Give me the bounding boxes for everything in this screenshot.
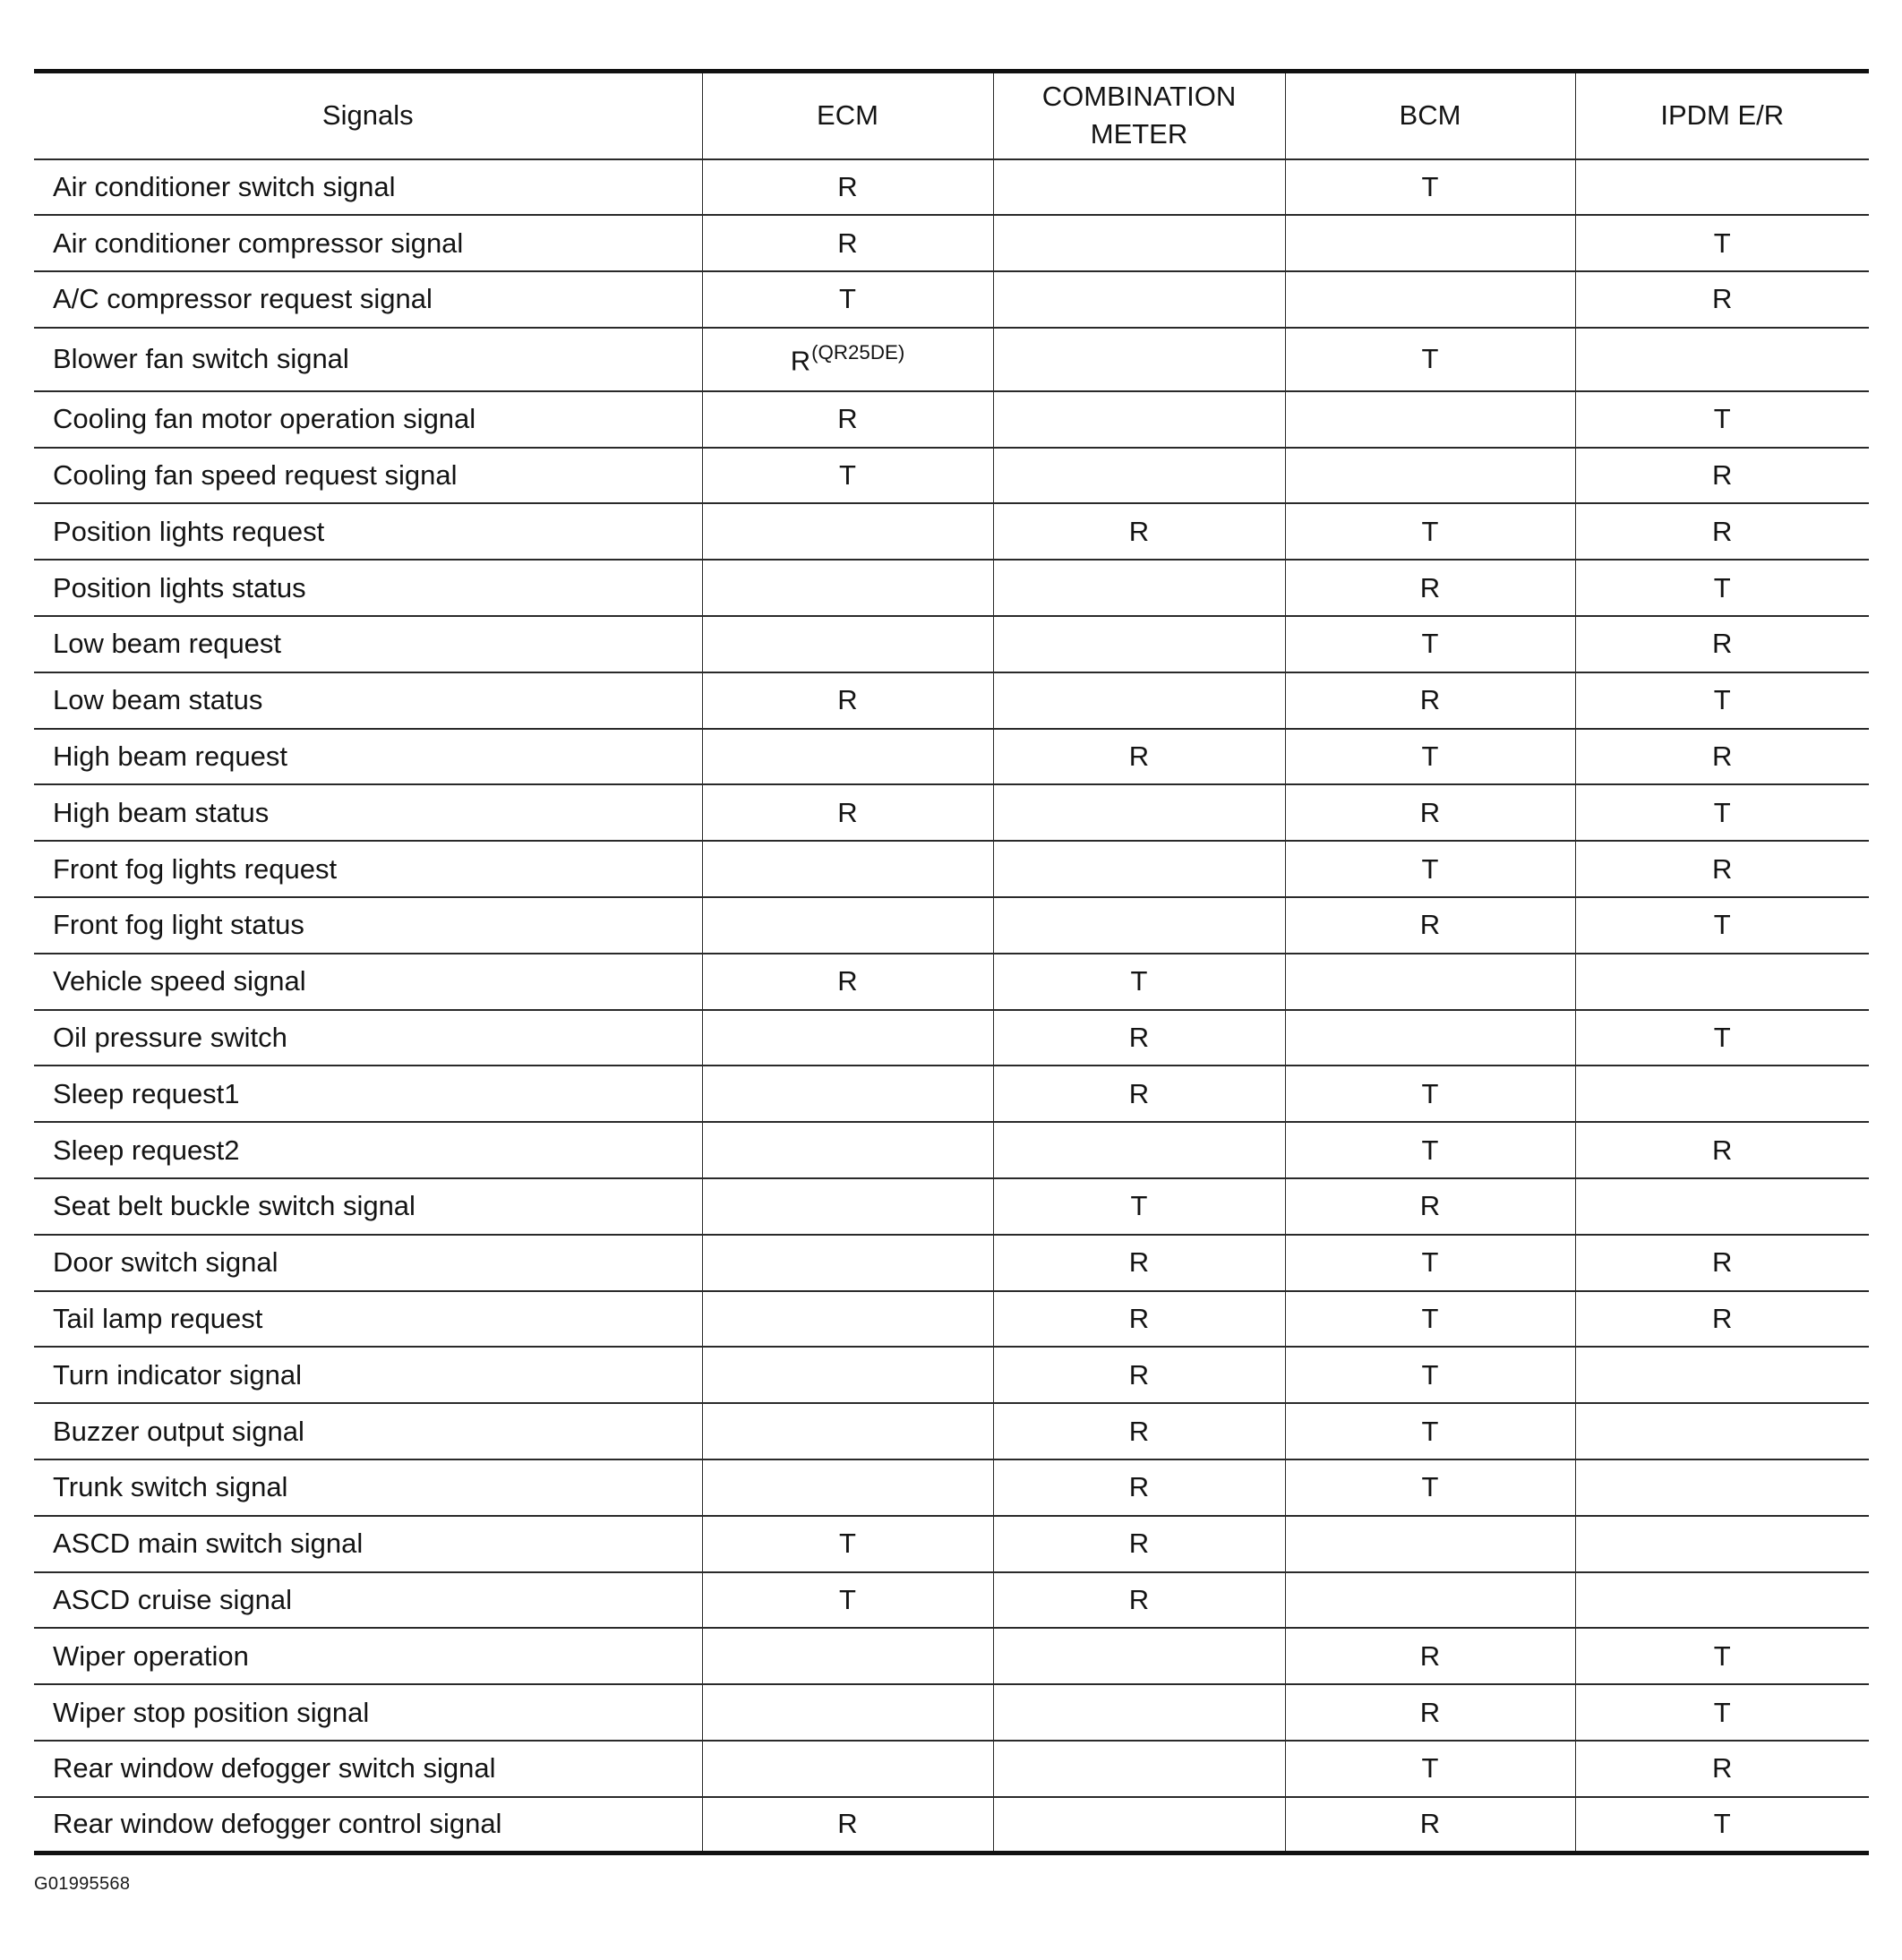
ipdm-er-cell — [1575, 328, 1869, 391]
ecm-cell — [702, 1741, 993, 1797]
table-row — [34, 503, 1869, 560]
can-signal-table — [34, 69, 1869, 1855]
bcm-cell — [1285, 391, 1575, 448]
signal-name-cell: Front fog light status — [34, 897, 702, 954]
ipdm-er-cell: T — [1575, 1797, 1869, 1853]
ecm-cell — [702, 159, 993, 216]
table-row — [34, 1066, 1869, 1122]
ecm-value: R — [837, 1808, 858, 1840]
ecm-cell — [702, 1291, 993, 1348]
combination-meter-cell — [993, 159, 1285, 216]
ecm-cell — [702, 1684, 993, 1741]
ecm-cell — [702, 503, 993, 560]
ipdm-er-cell — [1575, 1516, 1869, 1572]
ipdm-er-cell — [1575, 1403, 1869, 1459]
table-row — [34, 784, 1869, 841]
table-row — [34, 1459, 1869, 1516]
ecm-value: R — [837, 170, 858, 202]
figure-id: G01995568 — [34, 1874, 131, 1894]
combination-meter-cell: R — [993, 1010, 1285, 1066]
table-row — [34, 1178, 1869, 1235]
ecm-cell — [702, 328, 993, 391]
combination-meter-cell: T — [993, 1178, 1285, 1235]
ipdm-er-cell: R — [1575, 841, 1869, 897]
combination-meter-cell — [993, 1684, 1285, 1741]
header-ecm: ECM — [702, 72, 993, 159]
signal-name-cell: Sleep request1 — [34, 1066, 702, 1122]
ecm-value: R — [837, 227, 858, 259]
signal-name-cell: High beam request — [34, 729, 702, 785]
signal-name-cell: High beam status — [34, 784, 702, 841]
ecm-value: T — [839, 459, 856, 492]
ecm-cell — [702, 1178, 993, 1235]
signal-name-cell: Door switch signal — [34, 1235, 702, 1291]
signal-name-cell: Rear window defogger control signal — [34, 1797, 702, 1853]
table-row — [34, 1797, 1869, 1853]
ipdm-er-cell: R — [1575, 1122, 1869, 1178]
signal-name-cell: Rear window defogger switch signal — [34, 1741, 702, 1797]
ecm-value: R — [837, 965, 858, 997]
signal-name-cell: Low beam status — [34, 672, 702, 729]
ecm-value: R — [837, 403, 858, 435]
bcm-cell — [1285, 1572, 1575, 1629]
combination-meter-cell: R — [993, 1347, 1285, 1403]
ecm-cell — [702, 1066, 993, 1122]
ecm-cell — [702, 897, 993, 954]
ecm-cell — [702, 672, 993, 729]
bcm-cell: R — [1285, 560, 1575, 616]
header-signals: Signals — [34, 72, 702, 159]
ecm-cell — [702, 1516, 993, 1572]
combination-meter-cell — [993, 448, 1285, 504]
table-row — [34, 1010, 1869, 1066]
ipdm-er-cell: T — [1575, 1010, 1869, 1066]
signal-name-cell: Vehicle speed signal — [34, 954, 702, 1010]
ecm-cell — [702, 1347, 993, 1403]
table-row — [34, 841, 1869, 897]
ipdm-er-cell — [1575, 1178, 1869, 1235]
ipdm-er-cell: T — [1575, 1684, 1869, 1741]
ipdm-er-cell — [1575, 1066, 1869, 1122]
signal-name-cell: Wiper operation — [34, 1628, 702, 1684]
bcm-cell: T — [1285, 1403, 1575, 1459]
signal-name-cell: ASCD main switch signal — [34, 1516, 702, 1572]
bcm-cell: T — [1285, 159, 1575, 216]
combination-meter-cell — [993, 271, 1285, 328]
table-row — [34, 391, 1869, 448]
ecm-cell — [702, 616, 993, 672]
bcm-cell: T — [1285, 1459, 1575, 1516]
ipdm-er-cell — [1575, 159, 1869, 216]
combination-meter-cell: R — [993, 1235, 1285, 1291]
table-row — [34, 1235, 1869, 1291]
combination-meter-cell: R — [993, 1066, 1285, 1122]
combination-meter-cell: R — [993, 1291, 1285, 1348]
table-row — [34, 954, 1869, 1010]
bcm-cell: T — [1285, 1066, 1575, 1122]
bcm-cell: R — [1285, 1797, 1575, 1853]
ipdm-er-cell: T — [1575, 560, 1869, 616]
combination-meter-cell — [993, 616, 1285, 672]
signal-name-cell: Trunk switch signal — [34, 1459, 702, 1516]
bcm-cell: R — [1285, 1684, 1575, 1741]
ipdm-er-cell: R — [1575, 271, 1869, 328]
table-row — [34, 560, 1869, 616]
ecm-cell — [702, 1122, 993, 1178]
combination-meter-cell — [993, 1741, 1285, 1797]
table-row — [34, 215, 1869, 271]
bcm-cell — [1285, 271, 1575, 328]
signal-name-cell: Air conditioner switch signal — [34, 159, 702, 216]
combination-meter-cell — [993, 672, 1285, 729]
ecm-cell — [702, 391, 993, 448]
signal-name-cell: Cooling fan motor operation signal — [34, 391, 702, 448]
ecm-cell — [702, 560, 993, 616]
ipdm-er-cell — [1575, 1572, 1869, 1629]
signal-name-cell: Oil pressure switch — [34, 1010, 702, 1066]
header-ipdm-er: IPDM E/R — [1575, 72, 1869, 159]
ecm-value: R — [837, 796, 858, 828]
ecm-cell — [702, 1459, 993, 1516]
signal-name-cell: Buzzer output signal — [34, 1403, 702, 1459]
ecm-cell — [702, 1628, 993, 1684]
signal-name-cell: Turn indicator signal — [34, 1347, 702, 1403]
table-row — [34, 1572, 1869, 1629]
combination-meter-cell — [993, 215, 1285, 271]
header-combination-meter — [993, 72, 1285, 159]
ipdm-er-cell: T — [1575, 672, 1869, 729]
ipdm-er-cell: R — [1575, 729, 1869, 785]
bcm-cell: T — [1285, 1347, 1575, 1403]
bcm-cell: R — [1285, 1628, 1575, 1684]
bcm-cell: T — [1285, 1122, 1575, 1178]
ecm-cell — [702, 784, 993, 841]
table-row — [34, 1516, 1869, 1572]
combination-meter-cell: R — [993, 1572, 1285, 1629]
ipdm-er-cell — [1575, 1459, 1869, 1516]
ecm-cell — [702, 1010, 993, 1066]
combination-meter-cell — [993, 1122, 1285, 1178]
signal-table-container — [34, 69, 1869, 1855]
ecm-value: T — [839, 283, 856, 315]
ecm-cell — [702, 1403, 993, 1459]
ipdm-er-cell: R — [1575, 448, 1869, 504]
combination-meter-cell — [993, 1628, 1285, 1684]
ecm-value: R — [790, 345, 811, 377]
signal-name-cell: Blower fan switch signal — [34, 328, 702, 391]
ecm-cell — [702, 841, 993, 897]
signal-name-cell: A/C compressor request signal — [34, 271, 702, 328]
ipdm-er-cell: T — [1575, 784, 1869, 841]
signal-name-cell: Position lights request — [34, 503, 702, 560]
combination-meter-cell: R — [993, 1403, 1285, 1459]
ipdm-er-cell: R — [1575, 1741, 1869, 1797]
signal-name-cell: Position lights status — [34, 560, 702, 616]
signal-name-cell: Wiper stop position signal — [34, 1684, 702, 1741]
bcm-cell: T — [1285, 616, 1575, 672]
engine-note: (QR25DE) — [811, 341, 905, 364]
signal-name-cell: ASCD cruise signal — [34, 1572, 702, 1629]
table-row — [34, 897, 1869, 954]
combination-meter-cell: R — [993, 1516, 1285, 1572]
table-row — [34, 448, 1869, 504]
combination-meter-cell — [993, 841, 1285, 897]
combination-meter-cell — [993, 560, 1285, 616]
combination-meter-cell: R — [993, 1459, 1285, 1516]
bcm-cell: R — [1285, 1178, 1575, 1235]
combination-meter-cell: R — [993, 729, 1285, 785]
table-body — [34, 159, 1869, 1853]
bcm-cell — [1285, 954, 1575, 1010]
bcm-cell: T — [1285, 729, 1575, 785]
ecm-value: R — [837, 684, 858, 716]
ecm-value: T — [839, 1584, 856, 1616]
ecm-cell — [702, 954, 993, 1010]
bcm-cell: T — [1285, 328, 1575, 391]
table-row — [34, 1122, 1869, 1178]
combination-meter-cell — [993, 784, 1285, 841]
ipdm-er-cell: R — [1575, 1235, 1869, 1291]
ecm-cell — [702, 729, 993, 785]
signal-name-cell: Low beam request — [34, 616, 702, 672]
ecm-cell — [702, 1572, 993, 1629]
bcm-cell: T — [1285, 503, 1575, 560]
table-row — [34, 328, 1869, 391]
table-row — [34, 159, 1869, 216]
ipdm-er-cell: R — [1575, 616, 1869, 672]
ipdm-er-cell: T — [1575, 215, 1869, 271]
combination-meter-cell: R — [993, 503, 1285, 560]
bcm-cell — [1285, 448, 1575, 504]
combination-meter-cell — [993, 328, 1285, 391]
table-row — [34, 729, 1869, 785]
signal-name-cell: Sleep request2 — [34, 1122, 702, 1178]
table-row — [34, 271, 1869, 328]
signal-name-cell: Cooling fan speed request signal — [34, 448, 702, 504]
ipdm-er-cell: T — [1575, 897, 1869, 954]
table-row — [34, 1403, 1869, 1459]
ipdm-er-cell: T — [1575, 391, 1869, 448]
ipdm-er-cell: T — [1575, 1628, 1869, 1684]
combination-meter-cell — [993, 897, 1285, 954]
header-combination-meter-label: COMBINATION METER — [1041, 81, 1237, 150]
bcm-cell — [1285, 1516, 1575, 1572]
ecm-cell — [702, 271, 993, 328]
table-row — [34, 1741, 1869, 1797]
ipdm-er-cell — [1575, 954, 1869, 1010]
signal-name-cell: Tail lamp request — [34, 1291, 702, 1348]
bcm-cell — [1285, 1010, 1575, 1066]
bcm-cell: T — [1285, 1291, 1575, 1348]
combination-meter-cell — [993, 391, 1285, 448]
signal-name-cell: Seat belt buckle switch signal — [34, 1178, 702, 1235]
table-row — [34, 1628, 1869, 1684]
signal-name-cell: Air conditioner compressor signal — [34, 215, 702, 271]
table-row — [34, 1347, 1869, 1403]
table-row — [34, 1291, 1869, 1348]
ecm-cell — [702, 1235, 993, 1291]
bcm-cell: R — [1285, 784, 1575, 841]
ipdm-er-cell: R — [1575, 1291, 1869, 1348]
bcm-cell: R — [1285, 897, 1575, 954]
bcm-cell: T — [1285, 841, 1575, 897]
ecm-cell — [702, 448, 993, 504]
table-row — [34, 616, 1869, 672]
ipdm-er-cell — [1575, 1347, 1869, 1403]
ecm-value: T — [839, 1528, 856, 1560]
bcm-cell: T — [1285, 1235, 1575, 1291]
table-row — [34, 1684, 1869, 1741]
bcm-cell: T — [1285, 1741, 1575, 1797]
ipdm-er-cell: R — [1575, 503, 1869, 560]
header-row — [34, 72, 1869, 159]
bcm-cell: R — [1285, 672, 1575, 729]
signal-name-cell: Front fog lights request — [34, 841, 702, 897]
ecm-cell — [702, 215, 993, 271]
header-bcm: BCM — [1285, 72, 1575, 159]
table-row — [34, 672, 1869, 729]
combination-meter-cell: T — [993, 954, 1285, 1010]
ecm-cell — [702, 1797, 993, 1853]
bcm-cell — [1285, 215, 1575, 271]
combination-meter-cell — [993, 1797, 1285, 1853]
